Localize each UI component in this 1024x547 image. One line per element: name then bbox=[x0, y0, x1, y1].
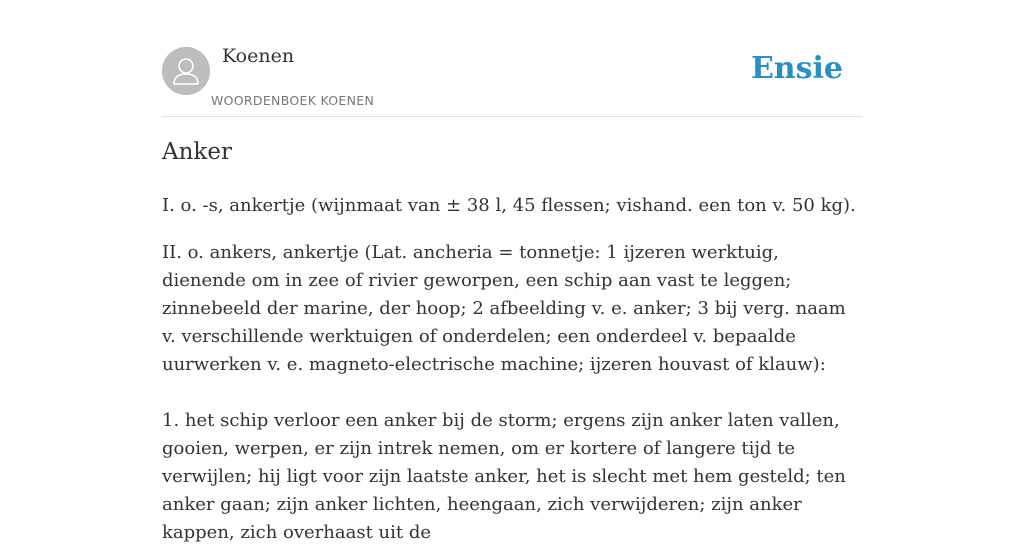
author-name[interactable]: Koenen bbox=[222, 45, 295, 67]
definition-paragraph: 1. het schip verloor een anker bij de storm; ergens zijn anker laten vallen, gooien, werpen, er zijn intrek nemen, om er kortere of langere tijd te verwijlen; hij ligt voor zijn laatste anker, het is slecht met hem gesteld; ten anker gaan; zijn anker lichten, heengaan, zich verwijderen; zijn anker kappen, zich overhaast uit de bbox=[162, 410, 846, 543]
article-container bbox=[162, 0, 862, 543]
definition-paragraph: II. o. ankers, ankertje (Lat. ancheria = tonnetje: 1 ijzeren werktuig, dienende om in zee of rivier geworpen, een schip aan vast te leggen; zinnebeeld der marine, der hoop; 2 afbeelding v. e. anker; 3 bij verg. naam v. verschillende werktuigen of onderdelen; een onderdeel v. bepaalde uurwerken v. e. magneto-electrische machine; ijzeren houvast of klauw): bbox=[162, 242, 846, 375]
user-silhouette-icon bbox=[162, 47, 210, 95]
brand-logo[interactable]: Ensie bbox=[750, 51, 843, 86]
author-avatar[interactable] bbox=[162, 47, 210, 95]
definition-paragraph: I. o. -s, ankertje (wijnmaat van ± 38 l, 45 flessen; vishand. een ton v. 50 kg). bbox=[162, 195, 856, 216]
article-header bbox=[162, 0, 862, 117]
entry-body bbox=[162, 192, 862, 547]
source-label[interactable]: WOORDENBOEK KOENEN bbox=[211, 93, 375, 108]
page-title: Anker bbox=[162, 139, 232, 165]
